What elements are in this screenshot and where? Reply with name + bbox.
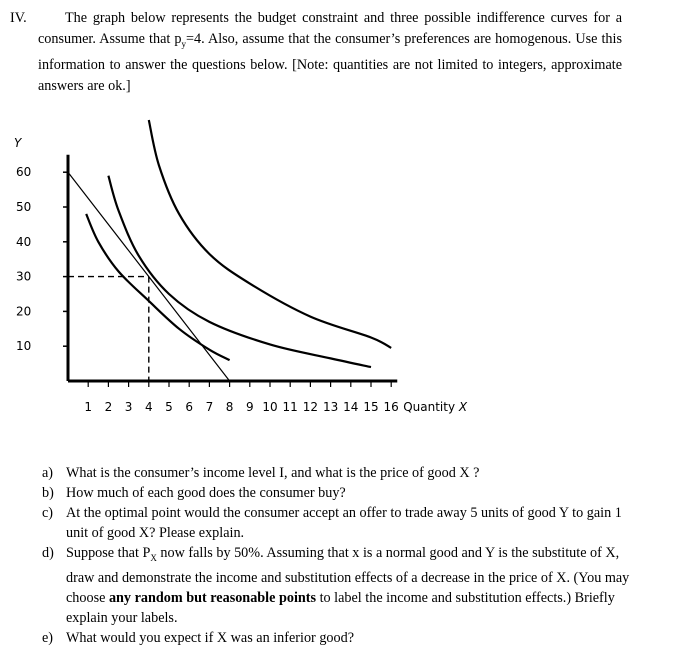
question-list [42,463,642,648]
x-tick-label: 7 [205,400,214,414]
y-tick-label: 30 [16,269,32,284]
y-tick-label: 50 [16,200,32,214]
x-tick-label: 13 [322,400,339,414]
question-a: a) What is the consumer’s income level I, and what is the price of good X ? [42,465,480,481]
x-tick-label: 1 [84,400,93,414]
y-tick-label: 10 [16,339,32,354]
y-axis-label: Y [14,136,22,150]
x-tick-label: 12 [302,400,319,414]
x-tick-label: 4 [144,400,153,414]
y-tick-label: 40 [16,234,32,249]
x-tick-label: 3 [124,400,133,414]
x-axis-label: Quantity X [403,400,468,414]
y-tick-label: 20 [16,304,32,319]
indifference-curve-1 [86,214,229,360]
indifference-curve-3 [149,120,391,348]
y-tick-label: 60 [16,165,32,180]
question-c: c) At the optimal point would the consumer accept an offer to trade away 5 units of good Y to gain 1 unit of good X? Please explain. [42,505,622,541]
x-tick-label: 14 [343,400,359,414]
question-number: IV. [10,10,27,26]
x-tick-label: 10 [262,400,278,414]
x-tick-label: 2 [104,400,113,414]
x-tick-label: 6 [185,400,194,414]
question-d: d) Suppose that $P_X$ now falls by 50%. Assuming that x is a normal good and Y is the substitute of X, draw and demonstrate the income and substitution effects of a decrease in the price of X. (You may choose any random but reasonable points to label the income and substitution effects.) Briefly explain your labels. [42,545,630,626]
question-b: b) How much of each good does the consumer buy? [42,485,346,501]
question-e: e) What would you expect if X was an inferior good? [42,629,354,646]
indifference-curve-2 [108,176,371,367]
x-tick-label: 5 [165,400,173,414]
x-tick-label: 8 [225,400,234,414]
intro-text: The graph below represents the budget constraint and three possible indifference curves for a consumer. Assume that $p_y=4$. Also, assume that the consumer’s preferences are homogenous. Use this information to answer the questions below. [Note: quantities are not limited to integers, approximate answers are ok.] [38,10,622,94]
x-tick-label: 15 [363,400,379,414]
x-tick-label: 9 [245,400,254,414]
x-tick-label: 11 [282,400,298,414]
x-tick-label: 16 [383,400,399,414]
